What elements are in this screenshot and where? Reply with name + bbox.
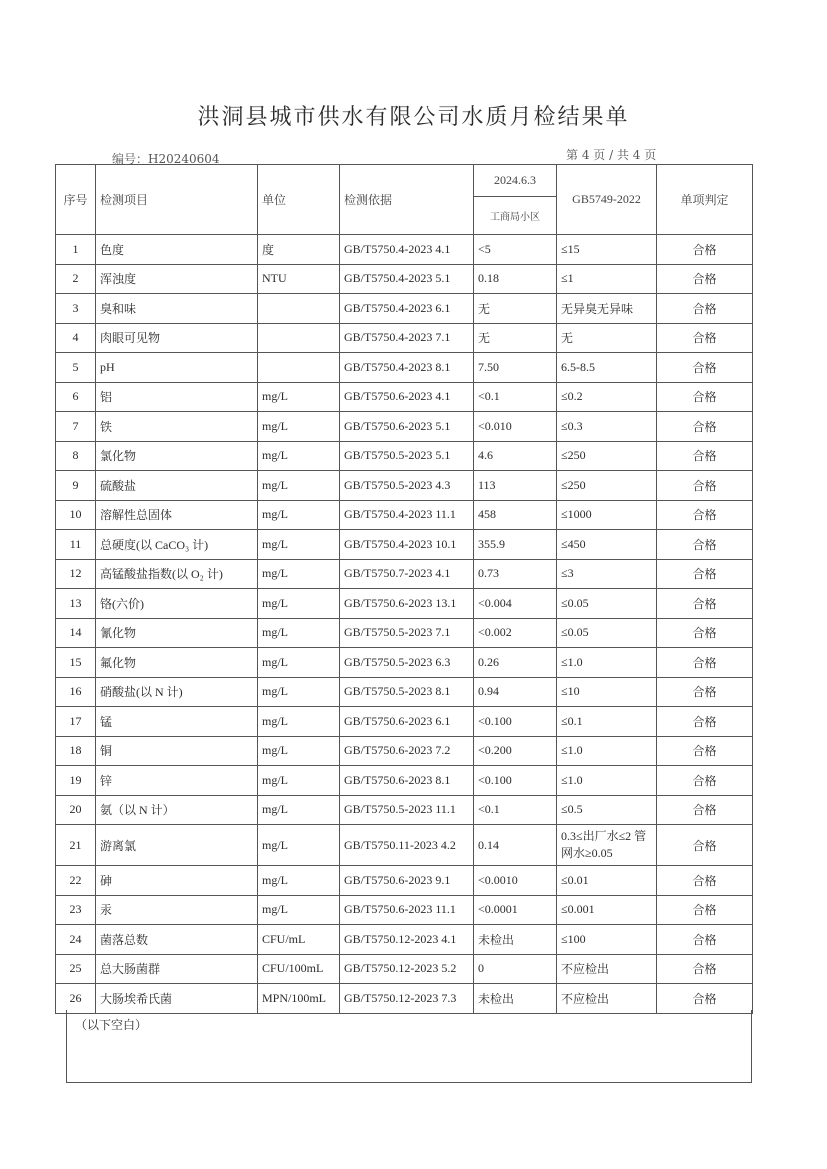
cell-basis: GB/T5750.6-2023 6.1 — [340, 707, 474, 737]
footer-note: （以下空白） — [75, 1018, 148, 1032]
cell-result: <0.200 — [474, 736, 557, 766]
cell-seq: 25 — [56, 954, 96, 984]
cell-result: <0.0010 — [474, 866, 557, 896]
cell-result: 无 — [474, 294, 557, 324]
cell-unit — [258, 353, 340, 383]
cell-result: 0 — [474, 954, 557, 984]
cell-verdict: 合格 — [657, 895, 753, 925]
cell-verdict: 合格 — [657, 294, 753, 324]
cell-unit: mg/L — [258, 500, 340, 530]
cell-item: 氯化物 — [96, 441, 258, 471]
cell-seq: 5 — [56, 353, 96, 383]
cell-item: pH — [96, 353, 258, 383]
cell-limit: ≤15 — [557, 235, 657, 265]
cell-item: 硫酸盐 — [96, 471, 258, 501]
cell-basis: GB/T5750.5-2023 8.1 — [340, 677, 474, 707]
cell-result: 未检出 — [474, 925, 557, 955]
cell-result: 无 — [474, 323, 557, 353]
cell-seq: 18 — [56, 736, 96, 766]
cell-limit: ≤0.01 — [557, 866, 657, 896]
cell-seq: 9 — [56, 471, 96, 501]
header-standard: GB5749-2022 — [557, 165, 657, 235]
cell-unit: mg/L — [258, 707, 340, 737]
cell-result: 4.6 — [474, 441, 557, 471]
cell-result: 355.9 — [474, 530, 557, 560]
cell-item: 色度 — [96, 235, 258, 265]
cell-result: 0.73 — [474, 559, 557, 589]
cell-result: <0.100 — [474, 766, 557, 796]
header-basis: 检测依据 — [340, 165, 474, 235]
cell-basis: GB/T5750.6-2023 5.1 — [340, 412, 474, 442]
table-row — [56, 382, 753, 412]
cell-item: 肉眼可见物 — [96, 323, 258, 353]
cell-unit — [258, 294, 340, 324]
cell-seq: 23 — [56, 895, 96, 925]
table-row — [56, 559, 753, 589]
cell-unit: mg/L — [258, 766, 340, 796]
cell-unit: mg/L — [258, 677, 340, 707]
cell-item: 砷 — [96, 866, 258, 896]
table-row — [56, 954, 753, 984]
cell-limit: ≤10 — [557, 677, 657, 707]
footer-notes-box — [66, 1010, 752, 1083]
cell-seq: 7 — [56, 412, 96, 442]
cell-unit: mg/L — [258, 895, 340, 925]
cell-result: 0.14 — [474, 825, 557, 866]
cell-seq: 26 — [56, 984, 96, 1014]
cell-seq: 16 — [56, 677, 96, 707]
table-row — [56, 323, 753, 353]
cell-verdict: 合格 — [657, 736, 753, 766]
cell-result: <5 — [474, 235, 557, 265]
table-row — [56, 648, 753, 678]
cell-item: 高锰酸盐指数(以 O₂ 计) — [96, 559, 258, 589]
cell-item: 游离氯 — [96, 825, 258, 866]
table-row — [56, 707, 753, 737]
cell-basis: GB/T5750.6-2023 4.1 — [340, 382, 474, 412]
table-row — [56, 825, 753, 866]
header-unit: 单位 — [258, 165, 340, 235]
cell-unit: mg/L — [258, 825, 340, 866]
cell-verdict: 合格 — [657, 825, 753, 866]
cell-limit: ≤0.05 — [557, 589, 657, 619]
table-row — [56, 235, 753, 265]
cell-seq: 6 — [56, 382, 96, 412]
header-judgment: 单项判定 — [657, 165, 753, 235]
cell-verdict: 合格 — [657, 954, 753, 984]
table-row — [56, 984, 753, 1014]
table-row — [56, 589, 753, 619]
cell-unit: mg/L — [258, 795, 340, 825]
cell-unit: mg/L — [258, 736, 340, 766]
cell-result: <0.010 — [474, 412, 557, 442]
table-row — [56, 353, 753, 383]
cell-unit: mg/L — [258, 412, 340, 442]
cell-seq: 14 — [56, 618, 96, 648]
cell-result: <0.1 — [474, 795, 557, 825]
cell-verdict: 合格 — [657, 589, 753, 619]
cell-basis: GB/T5750.11-2023 4.2 — [340, 825, 474, 866]
cell-unit: mg/L — [258, 866, 340, 896]
cell-limit: ≤1.0 — [557, 736, 657, 766]
cell-basis: GB/T5750.4-2023 5.1 — [340, 264, 474, 294]
cell-limit: ≤0.05 — [557, 618, 657, 648]
cell-basis: GB/T5750.4-2023 10.1 — [340, 530, 474, 560]
table-row — [56, 471, 753, 501]
cell-limit: 0.3≤出厂水≤2 管网水≥0.05 — [557, 825, 657, 866]
cell-limit: 无异臭无异味 — [557, 294, 657, 324]
cell-limit: ≤0.2 — [557, 382, 657, 412]
cell-item: 锰 — [96, 707, 258, 737]
cell-result: 0.94 — [474, 677, 557, 707]
cell-verdict: 合格 — [657, 648, 753, 678]
cell-basis: GB/T5750.4-2023 8.1 — [340, 353, 474, 383]
cell-verdict: 合格 — [657, 441, 753, 471]
table-row — [56, 866, 753, 896]
results-table-body — [56, 235, 753, 1014]
cell-basis: GB/T5750.6-2023 9.1 — [340, 866, 474, 896]
cell-unit: mg/L — [258, 471, 340, 501]
cell-seq: 22 — [56, 866, 96, 896]
table-row — [56, 766, 753, 796]
cell-item: 浑浊度 — [96, 264, 258, 294]
cell-item: 氰化物 — [96, 618, 258, 648]
cell-limit: ≤1 — [557, 264, 657, 294]
cell-item: 氨（以 N 计） — [96, 795, 258, 825]
cell-item: 菌落总数 — [96, 925, 258, 955]
cell-limit: ≤250 — [557, 471, 657, 501]
cell-verdict: 合格 — [657, 925, 753, 955]
cell-limit: ≤0.1 — [557, 707, 657, 737]
table-row — [56, 677, 753, 707]
cell-verdict: 合格 — [657, 795, 753, 825]
report-number: 编号：H20240604 — [112, 152, 220, 166]
cell-result: 0.18 — [474, 264, 557, 294]
cell-seq: 17 — [56, 707, 96, 737]
cell-basis: GB/T5750.4-2023 6.1 — [340, 294, 474, 324]
cell-seq: 3 — [56, 294, 96, 324]
cell-item: 总大肠菌群 — [96, 954, 258, 984]
cell-unit — [258, 323, 340, 353]
cell-unit: mg/L — [258, 382, 340, 412]
header-date: 2024.6.3 — [474, 165, 557, 197]
cell-limit: ≤0.5 — [557, 795, 657, 825]
cell-result: 0.26 — [474, 648, 557, 678]
cell-verdict: 合格 — [657, 707, 753, 737]
cell-verdict: 合格 — [657, 353, 753, 383]
cell-item: 氟化物 — [96, 648, 258, 678]
cell-verdict: 合格 — [657, 412, 753, 442]
cell-seq: 24 — [56, 925, 96, 955]
cell-seq: 19 — [56, 766, 96, 796]
cell-result: <0.0001 — [474, 895, 557, 925]
cell-verdict: 合格 — [657, 500, 753, 530]
cell-basis: GB/T5750.4-2023 11.1 — [340, 500, 474, 530]
cell-seq: 8 — [56, 441, 96, 471]
cell-limit: ≤100 — [557, 925, 657, 955]
cell-limit: 无 — [557, 323, 657, 353]
cell-limit: ≤3 — [557, 559, 657, 589]
cell-item: 臭和味 — [96, 294, 258, 324]
cell-result: 458 — [474, 500, 557, 530]
cell-seq: 21 — [56, 825, 96, 866]
cell-basis: GB/T5750.5-2023 5.1 — [340, 441, 474, 471]
cell-result: 113 — [474, 471, 557, 501]
results-table — [55, 164, 753, 1014]
table-row — [56, 530, 753, 560]
header-sampling-site: 工商局小区 — [474, 197, 557, 235]
cell-unit: mg/L — [258, 530, 340, 560]
cell-unit: mg/L — [258, 559, 340, 589]
cell-item: 硝酸盐(以 N 计) — [96, 677, 258, 707]
cell-result: 未检出 — [474, 984, 557, 1014]
cell-result: <0.1 — [474, 382, 557, 412]
cell-seq: 4 — [56, 323, 96, 353]
cell-unit: mg/L — [258, 618, 340, 648]
table-row — [56, 264, 753, 294]
cell-limit: ≤250 — [557, 441, 657, 471]
cell-verdict: 合格 — [657, 984, 753, 1014]
cell-limit: ≤450 — [557, 530, 657, 560]
cell-seq: 13 — [56, 589, 96, 619]
cell-limit: ≤0.3 — [557, 412, 657, 442]
cell-item: 溶解性总固体 — [96, 500, 258, 530]
cell-basis: GB/T5750.6-2023 13.1 — [340, 589, 474, 619]
cell-limit: ≤1.0 — [557, 766, 657, 796]
cell-basis: GB/T5750.5-2023 7.1 — [340, 618, 474, 648]
cell-item: 铝 — [96, 382, 258, 412]
cell-unit: 度 — [258, 235, 340, 265]
cell-verdict: 合格 — [657, 618, 753, 648]
header-item: 检测项目 — [96, 165, 258, 235]
cell-unit: mg/L — [258, 441, 340, 471]
cell-verdict: 合格 — [657, 766, 753, 796]
cell-result: 7.50 — [474, 353, 557, 383]
cell-basis: GB/T5750.6-2023 7.2 — [340, 736, 474, 766]
cell-limit: 6.5-8.5 — [557, 353, 657, 383]
table-row — [56, 500, 753, 530]
cell-limit: 不应检出 — [557, 954, 657, 984]
cell-verdict: 合格 — [657, 264, 753, 294]
cell-seq: 1 — [56, 235, 96, 265]
cell-limit: 不应检出 — [557, 984, 657, 1014]
cell-verdict: 合格 — [657, 866, 753, 896]
cell-item: 锌 — [96, 766, 258, 796]
cell-limit: ≤1000 — [557, 500, 657, 530]
cell-unit: mg/L — [258, 648, 340, 678]
cell-verdict: 合格 — [657, 382, 753, 412]
cell-unit: CFU/100mL — [258, 954, 340, 984]
cell-item: 铜 — [96, 736, 258, 766]
cell-basis: GB/T5750.7-2023 4.1 — [340, 559, 474, 589]
cell-seq: 15 — [56, 648, 96, 678]
cell-verdict: 合格 — [657, 235, 753, 265]
table-row — [56, 925, 753, 955]
cell-basis: GB/T5750.6-2023 11.1 — [340, 895, 474, 925]
table-row — [56, 412, 753, 442]
cell-result: <0.100 — [474, 707, 557, 737]
cell-verdict: 合格 — [657, 530, 753, 560]
cell-limit: ≤1.0 — [557, 648, 657, 678]
cell-result: <0.002 — [474, 618, 557, 648]
cell-limit: ≤0.001 — [557, 895, 657, 925]
cell-basis: GB/T5750.4-2023 4.1 — [340, 235, 474, 265]
table-row — [56, 895, 753, 925]
cell-seq: 12 — [56, 559, 96, 589]
cell-basis: GB/T5750.4-2023 7.1 — [340, 323, 474, 353]
cell-basis: GB/T5750.12-2023 4.1 — [340, 925, 474, 955]
header-seq: 序号 — [56, 165, 96, 235]
cell-seq: 2 — [56, 264, 96, 294]
table-row — [56, 441, 753, 471]
table-row — [56, 294, 753, 324]
cell-verdict: 合格 — [657, 471, 753, 501]
table-row — [56, 736, 753, 766]
cell-seq: 11 — [56, 530, 96, 560]
cell-item: 总硬度(以 CaCO₃ 计) — [96, 530, 258, 560]
cell-result: <0.004 — [474, 589, 557, 619]
cell-unit: CFU/mL — [258, 925, 340, 955]
cell-item: 铁 — [96, 412, 258, 442]
cell-basis: GB/T5750.5-2023 11.1 — [340, 795, 474, 825]
cell-unit: mg/L — [258, 589, 340, 619]
cell-seq: 10 — [56, 500, 96, 530]
cell-unit: MPN/100mL — [258, 984, 340, 1014]
cell-basis: GB/T5750.12-2023 7.3 — [340, 984, 474, 1014]
cell-verdict: 合格 — [657, 323, 753, 353]
cell-item: 大肠埃希氏菌 — [96, 984, 258, 1014]
cell-basis: GB/T5750.12-2023 5.2 — [340, 954, 474, 984]
cell-basis: GB/T5750.5-2023 6.3 — [340, 648, 474, 678]
cell-basis: GB/T5750.6-2023 8.1 — [340, 766, 474, 796]
table-row — [56, 618, 753, 648]
cell-verdict: 合格 — [657, 559, 753, 589]
table-row — [56, 795, 753, 825]
document-title: 洪洞县城市供水有限公司水质月检结果单 — [197, 105, 630, 130]
cell-verdict: 合格 — [657, 677, 753, 707]
cell-seq: 20 — [56, 795, 96, 825]
page-number: 第 4 页 / 共 4 页 — [566, 148, 657, 162]
cell-item: 铬(六价) — [96, 589, 258, 619]
cell-unit: NTU — [258, 264, 340, 294]
cell-item: 汞 — [96, 895, 258, 925]
cell-basis: GB/T5750.5-2023 4.3 — [340, 471, 474, 501]
